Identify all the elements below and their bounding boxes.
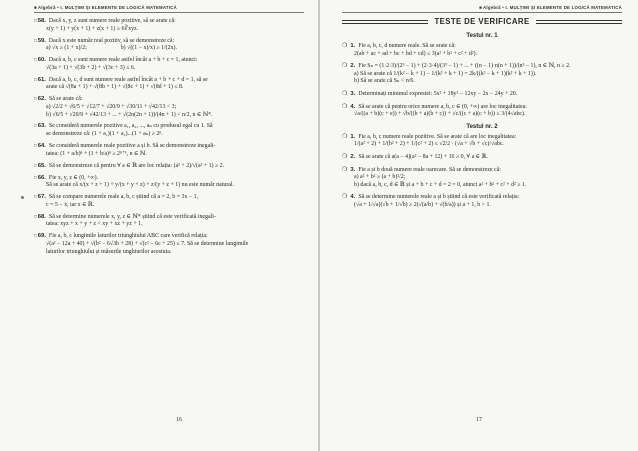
problem-first-line	[34, 95, 304, 104]
problem-number: 3.	[350, 90, 356, 97]
problem-text: Dacă x, y, z sunt numere reale pozitive, să se arate că:	[48, 18, 176, 24]
problem-text: Să se determine numerele x, y, z ∈ ℕ* știind că este verificată inegali-	[48, 213, 216, 220]
problem-text: Fie a și b două numere reale oarecare. Să se demonstreze că:	[358, 166, 501, 173]
binding-hole	[21, 196, 24, 199]
left-page	[0, 0, 318, 451]
problem-first-line	[342, 154, 622, 162]
problem-first-line	[34, 37, 304, 46]
problem-number: 66.	[37, 174, 46, 181]
page-number-right: 17	[476, 417, 482, 423]
problem-text: Se consideră numerele reale pozitive a și b. Să se demonstreze inegali-	[48, 143, 216, 150]
problem-number: 61.	[37, 76, 46, 83]
problem-first-line	[34, 56, 304, 65]
problem-item	[34, 193, 304, 209]
problem-part: b) √((1 − x)/x) ≥ 1/(2x).	[120, 45, 177, 52]
problem-text: (√a + 1/√a)(√b + 1/√b) ≥ 2(√(a/b) + √(b/a)) și a + 1, b > 1.	[354, 201, 491, 208]
problem-text: √(3a + 1) + √(3b + 2) + √(3c + 3) ≤ 6.	[46, 64, 136, 71]
problem-text: a) Să se arate că 1/(k² − k + 1) − 1/(k² + k + 1) = 2k/((k² − k + 1)(k² + k + 1)).	[354, 70, 537, 77]
problem-marker-icon: □	[34, 194, 37, 200]
test-problem	[342, 154, 622, 162]
problem-text: Să se arate că x/(x + z + 1) + y/(x + y + z) + z/(y + z + 1) nu este număr natural.	[46, 182, 235, 189]
test-list	[342, 33, 622, 210]
problem-first-line	[342, 43, 622, 51]
problem-number: 60.	[37, 57, 46, 64]
problem-number: 4.	[350, 194, 356, 201]
problem-text: Fie x, y, z ∈ (0, +∞).	[48, 174, 99, 181]
problem-text: Dacă a, b, c sunt numere reale astfel încât a + b + c = 1, atunci:	[48, 57, 198, 64]
problem-number: 69.	[37, 233, 46, 240]
problem-text: Să se compare numerele reale a, b, c știind că a = 2, b = 3x − 1,	[48, 194, 199, 201]
problem-marker-icon: □	[34, 213, 37, 219]
banner-rule-left	[342, 20, 428, 24]
problem-part: a) √x ≥ (1 + x)/2;	[46, 45, 87, 52]
problem-item	[34, 56, 304, 72]
problem-text: Să se arate că:	[48, 96, 83, 103]
circle-bullet-icon: ❍	[342, 153, 348, 160]
problem-text: √(a² − 12a + 40) + √(b² − 6√3b + 28) + √(c² − 6c + 25) ≤ 7. Să se determine lungimile	[46, 240, 249, 247]
problem-text: x(y + 1) + y(x + 1) + z(x + 1) ≥ 6∛xyz.	[46, 25, 139, 32]
problem-number: 67.	[37, 194, 46, 201]
problem-number: 65.	[37, 162, 46, 169]
problem-first-line	[34, 122, 304, 131]
problem-marker-icon: □	[34, 162, 37, 168]
section-title: TESTE DE VERIFICARE	[434, 17, 530, 26]
problem-text: Se consideră numerele pozitive a₁, a₂, ..., aₙ cu produsul egal cu 1. Să	[48, 123, 213, 130]
problem-item	[34, 162, 304, 171]
problem-item	[34, 232, 304, 256]
problem-text: Fie a, b, c, d numere reale. Să se arate că:	[358, 43, 456, 49]
test-title: Testul nr. 1	[466, 33, 498, 39]
test-title: Testul nr. 2	[466, 123, 498, 130]
problem-first-line	[34, 174, 304, 183]
problem-text: tatea: xyz + x + y + z < xy + xz + yz + 1.	[46, 221, 143, 228]
problem-number: 4.	[350, 103, 356, 110]
problem-text: √a/((a + b)(c + e)) + √b/((b + a)(b + c)) + √c/((c + a)(c + b)) ≤ 3/(4√abc).	[354, 111, 526, 118]
problem-marker-icon: □	[34, 18, 37, 23]
test-problem	[342, 104, 622, 119]
banner-rule-right	[536, 20, 622, 24]
problem-first-line	[34, 17, 304, 26]
problem-part: b) √6/5 + √20/9 + √42/13 + ... + √(2n(2n + 1))/(4n + 1) < n/2, n ∈ ℕ*.	[46, 111, 213, 118]
problem-first-line	[342, 63, 622, 71]
right-page	[320, 0, 638, 451]
problem-item	[34, 122, 304, 138]
problem-text: tatea: (1 + a/b)ⁿ + (1 + b/a)ⁿ ≥ 2ⁿ⁺¹, n ∈ ℕ.	[46, 150, 147, 157]
problem-item	[34, 17, 304, 33]
circle-bullet-icon: ❍	[342, 43, 348, 49]
problem-text: Determinați minimul expresiei: 5x² + 18y² − 12xy − 2x − 24y + 20.	[358, 90, 518, 97]
problem-text: 1/(a² + 2) + 1/(b² + 2) + 1/(c² + 2) ≤ √2/2 · (√a + √b + √c)/√abc.	[354, 141, 504, 148]
problem-marker-icon: □	[34, 57, 37, 63]
problem-item	[34, 142, 304, 158]
problem-text: se demonstreze că: (1 + a₁)(1 + a₂)...(1 + aₙ) ≥ 2ⁿ.	[46, 131, 163, 138]
problem-first-line	[34, 142, 304, 151]
problem-first-line	[34, 232, 304, 241]
circle-bullet-icon: ❍	[342, 90, 348, 97]
problem-text: Dacă x este număr real pozitiv, să se demonstreze că:	[48, 37, 175, 44]
problem-text: Fie a, b, c lungimile laturilor triunghiului ABC care verifică relația:	[48, 233, 208, 240]
problem-item	[34, 174, 304, 190]
test-problem	[342, 91, 622, 99]
problem-text: Fie Sₙ = (1·2·3)/(2³ − 1) + (2·3·4)/(3³ − 1) + ... + ((n − 1)·n(n + 1))/(n³ − 1), n ∈ ℕ, n ≥ 2.	[358, 63, 571, 70]
left-problem-list	[34, 17, 304, 256]
problem-text: 2(ab + ac + ad + bc + bd + cd) ≤ 3(a² + b² + c² + d²).	[354, 50, 478, 57]
test-problem	[342, 134, 622, 149]
problem-marker-icon: □	[34, 123, 37, 129]
problem-number: 1.	[350, 43, 356, 49]
test-problem	[342, 43, 622, 58]
problem-number: 1.	[350, 133, 356, 140]
problem-marker-icon: □	[34, 37, 37, 43]
test-problem	[342, 194, 622, 209]
problem-part: a) √2/2 + √6/5 + √12/7 + √20/9 + √30/11 + √42/13 < 3;	[46, 103, 177, 110]
problem-number: 64.	[37, 143, 46, 150]
problem-first-line	[342, 91, 622, 99]
running-head-left: ■Algebră • I. MULȚIMI ȘI ELEMENTE DE LOGICĂ MATEMATICĂ	[34, 5, 304, 13]
circle-bullet-icon: ❍	[342, 63, 348, 70]
problem-text: c = 5 − x, iar x ∈ ℝ.	[46, 201, 95, 208]
test-problem	[342, 63, 622, 86]
problem-marker-icon: □	[34, 76, 37, 82]
problem-number: 68.	[37, 213, 46, 220]
problem-text: laturilor triunghiului și măsurile unghiurilor acestuia.	[46, 248, 172, 255]
section-banner	[342, 17, 622, 26]
running-head-right: ■Algebră • I. MULȚIMI ȘI ELEMENTE DE LOGICĂ MATEMATICĂ	[342, 5, 622, 13]
problem-first-line	[342, 167, 622, 175]
problem-number: 62.	[37, 96, 46, 103]
problem-number: 2.	[350, 63, 356, 70]
problem-item	[34, 95, 304, 119]
problem-number: 3.	[350, 166, 356, 173]
problem-first-line	[34, 193, 304, 202]
problem-text: a) a² + b² ≥ (a + b)²/2;	[354, 174, 406, 181]
problem-text: Să se determine numerele reale a și b știind că este verificată relația:	[358, 194, 520, 201]
page-number-left: 16	[176, 417, 182, 423]
problem-first-line	[34, 213, 304, 222]
problem-text: Să se arate că pentru orice numere a, b, c ∈ (0, +∞) are loc inegalitatea:	[358, 103, 527, 110]
problem-number: 58.	[37, 18, 46, 24]
problem-number: 59.	[37, 37, 46, 44]
problem-number: 2.	[350, 153, 356, 160]
problem-item	[34, 213, 304, 229]
problem-item	[34, 37, 304, 53]
test-problem	[342, 167, 622, 190]
problem-marker-icon: □	[34, 233, 37, 239]
problem-text: Dacă a, b, c, d sunt numere reale astfel încât a + b + c + d = 1, să se	[48, 76, 208, 83]
problem-first-line	[34, 162, 304, 171]
problem-marker-icon: □	[34, 96, 37, 102]
circle-bullet-icon: ❍	[342, 133, 348, 140]
circle-bullet-icon: ❍	[342, 103, 348, 110]
problem-number: 63.	[37, 123, 46, 130]
problem-text: Fie a, b, c numere reale pozitive. Să se arate că are loc inegalitatea:	[358, 133, 517, 140]
problem-marker-icon: □	[34, 143, 37, 149]
problem-text: Să se demonstreze că pentru ∀ a ∈ ℝ are loc relația: (a² + 2)/√(a² + 1) ≥ 2.	[48, 162, 225, 169]
problem-marker-icon: □	[34, 174, 37, 180]
problem-parts	[34, 45, 304, 53]
circle-bullet-icon: ❍	[342, 166, 348, 173]
problem-text: arate că √(8a + 1) + √(8b + 1) + √(8c + 1) + √(8d + 1) ≤ 8.	[46, 84, 184, 91]
problem-item	[34, 76, 304, 92]
problem-text: b) Să se arate că Sₙ < n/6.	[354, 78, 415, 85]
problem-first-line	[342, 194, 622, 202]
circle-bullet-icon: ❍	[342, 194, 348, 201]
problem-text: Să se arate că a(a − 4)(a² − 8a + 12) + 16 ≥ 0, ∀ a ∈ ℝ.	[358, 153, 488, 160]
problem-text: b) dacă a, b, c, d ∈ ℝ și a + b + c + d = 2 = 0, atunci a² + b² + c² + d² ≥ 1.	[354, 181, 527, 188]
